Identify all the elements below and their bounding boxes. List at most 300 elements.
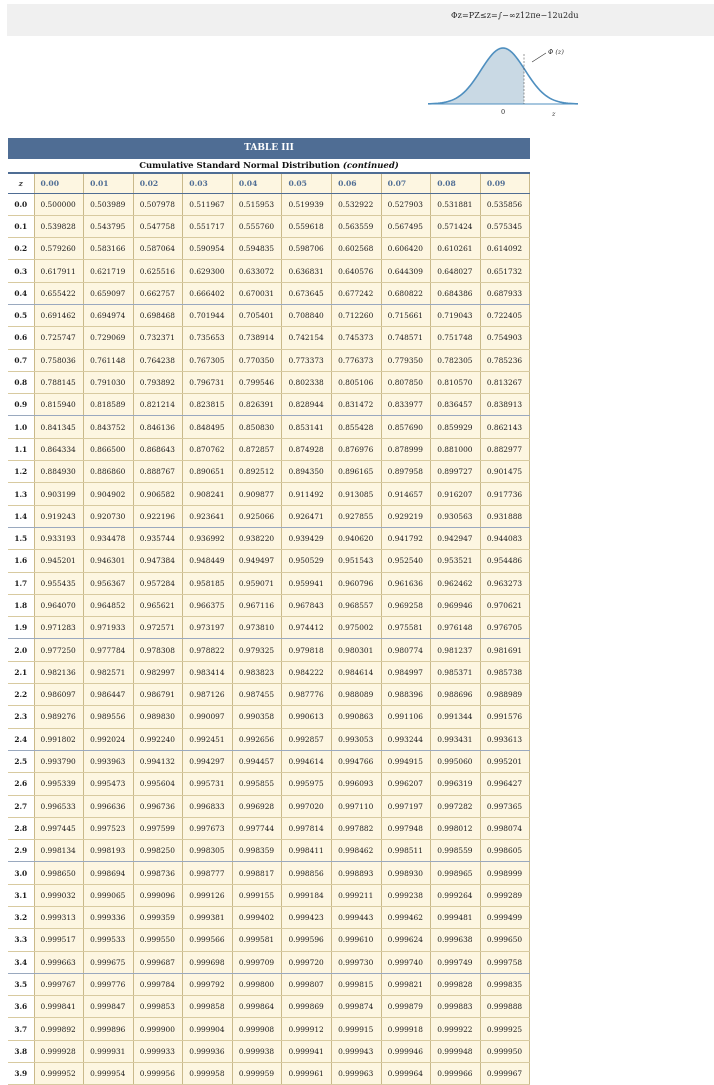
z-value-cell: 1.7 <box>8 572 34 594</box>
probability-cell: 0.967843 <box>282 594 332 616</box>
probability-cell: 0.941792 <box>381 527 431 549</box>
probability-cell: 0.938220 <box>232 527 282 549</box>
probability-cell: 0.930563 <box>431 505 481 527</box>
column-header: 0.02 <box>133 173 183 193</box>
probability-cell: 0.996319 <box>431 773 481 795</box>
probability-cell: 0.998999 <box>480 862 530 884</box>
z-value-cell: 0.9 <box>8 394 34 416</box>
probability-cell: 0.960796 <box>332 572 382 594</box>
probability-cell: 0.949497 <box>232 550 282 572</box>
probability-cell: 0.999966 <box>431 1063 481 1085</box>
probability-cell: 0.874928 <box>282 438 332 460</box>
probability-cell: 0.670031 <box>232 282 282 304</box>
probability-cell: 0.997197 <box>381 795 431 817</box>
probability-cell: 0.976148 <box>431 617 481 639</box>
probability-cell: 0.986447 <box>84 684 134 706</box>
probability-cell: 0.994132 <box>133 750 183 772</box>
subtitle-main: Cumulative Standard Normal Distribution <box>139 161 343 171</box>
probability-cell: 0.999381 <box>183 907 233 929</box>
probability-cell: 0.996833 <box>183 795 233 817</box>
probability-cell: 0.764238 <box>133 349 183 371</box>
probability-cell: 0.991576 <box>480 706 530 728</box>
table-row <box>8 416 530 438</box>
probability-cell: 0.999687 <box>133 951 183 973</box>
probability-cell: 0.998193 <box>84 840 134 862</box>
probability-cell: 0.947384 <box>133 550 183 572</box>
probability-cell: 0.972571 <box>133 617 183 639</box>
probability-cell: 0.970621 <box>480 594 530 616</box>
probability-cell: 0.934478 <box>84 527 134 549</box>
probability-cell: 0.802338 <box>282 371 332 393</box>
probability-cell: 0.796731 <box>183 371 233 393</box>
probability-cell: 0.903199 <box>34 483 84 505</box>
probability-cell: 0.999954 <box>84 1063 134 1085</box>
probability-cell: 0.594835 <box>232 238 282 260</box>
probability-cell: 0.995975 <box>282 773 332 795</box>
probability-cell: 0.997282 <box>431 795 481 817</box>
probability-cell: 0.999402 <box>232 907 282 929</box>
probability-cell: 0.999896 <box>84 1018 134 1040</box>
probability-cell: 0.991802 <box>34 728 84 750</box>
table-row <box>8 282 530 304</box>
probability-cell: 0.981237 <box>431 639 481 661</box>
probability-cell: 0.722405 <box>480 304 530 326</box>
z-value-cell: 3.5 <box>8 973 34 995</box>
probability-cell: 0.511967 <box>183 193 233 215</box>
probability-cell: 0.890651 <box>183 461 233 483</box>
probability-cell: 0.997445 <box>34 817 84 839</box>
table-row <box>8 1018 530 1040</box>
probability-cell: 0.971933 <box>84 617 134 639</box>
z-value-cell: 1.8 <box>8 594 34 616</box>
probability-cell: 0.987126 <box>183 684 233 706</box>
probability-cell: 0.992656 <box>232 728 282 750</box>
probability-cell: 0.698468 <box>133 304 183 326</box>
table-iii <box>8 138 530 1085</box>
probability-cell: 0.606420 <box>381 238 431 260</box>
probability-cell: 0.999900 <box>133 1018 183 1040</box>
z-value-cell: 1.5 <box>8 527 34 549</box>
probability-cell: 0.999767 <box>34 973 84 995</box>
probability-cell: 0.882977 <box>480 438 530 460</box>
probability-cell: 0.575345 <box>480 215 530 237</box>
probability-cell: 0.999958 <box>183 1063 233 1085</box>
probability-cell: 0.850830 <box>232 416 282 438</box>
probability-cell: 0.999948 <box>431 1040 481 1062</box>
probability-cell: 0.993244 <box>381 728 431 750</box>
z-value-cell: 0.1 <box>8 215 34 237</box>
probability-cell: 0.917736 <box>480 483 530 505</box>
probability-cell: 0.999792 <box>183 973 233 995</box>
probability-cell: 0.725747 <box>34 327 84 349</box>
probability-cell: 0.969946 <box>431 594 481 616</box>
probability-cell: 0.997744 <box>232 817 282 839</box>
probability-cell: 0.948449 <box>183 550 233 572</box>
probability-cell: 0.991106 <box>381 706 431 728</box>
probability-cell: 0.999499 <box>480 907 530 929</box>
probability-cell: 0.999610 <box>332 929 382 951</box>
probability-cell: 0.999815 <box>332 973 382 995</box>
probability-cell: 0.939429 <box>282 527 332 549</box>
subtitle-continued: (continued) <box>342 161 399 171</box>
probability-cell: 0.999698 <box>183 951 233 973</box>
column-header: 0.01 <box>84 173 134 193</box>
axis-z-label: z <box>552 110 556 118</box>
probability-cell: 0.567495 <box>381 215 431 237</box>
probability-cell: 0.788145 <box>34 371 84 393</box>
probability-cell: 0.818589 <box>84 394 134 416</box>
probability-cell: 0.833977 <box>381 394 431 416</box>
probability-cell: 0.998965 <box>431 862 481 884</box>
probability-cell: 0.998511 <box>381 840 431 862</box>
probability-cell: 0.997882 <box>332 817 382 839</box>
table-row <box>8 817 530 839</box>
table-row <box>8 193 530 215</box>
table-row <box>8 461 530 483</box>
probability-cell: 0.998559 <box>431 840 481 862</box>
probability-cell: 0.857690 <box>381 416 431 438</box>
probability-cell: 0.979325 <box>232 639 282 661</box>
column-header: 0.08 <box>431 173 481 193</box>
probability-cell: 0.999858 <box>183 996 233 1018</box>
table-row <box>8 840 530 862</box>
table-row <box>8 594 530 616</box>
column-header: 0.05 <box>282 173 332 193</box>
probability-cell: 0.881000 <box>431 438 481 460</box>
probability-cell: 0.999964 <box>381 1063 431 1085</box>
probability-cell: 0.981691 <box>480 639 530 661</box>
probability-cell: 0.999740 <box>381 951 431 973</box>
probability-cell: 0.864334 <box>34 438 84 460</box>
probability-cell: 0.719043 <box>431 304 481 326</box>
probability-cell: 0.993053 <box>332 728 382 750</box>
z-value-cell: 1.4 <box>8 505 34 527</box>
z-value-cell: 0.0 <box>8 193 34 215</box>
probability-cell: 0.888767 <box>133 461 183 483</box>
probability-cell: 0.563559 <box>332 215 382 237</box>
probability-cell: 0.979818 <box>282 639 332 661</box>
probability-cell: 0.997673 <box>183 817 233 839</box>
probability-cell: 0.999238 <box>381 884 431 906</box>
table-row <box>8 238 530 260</box>
probability-cell: 0.838913 <box>480 394 530 416</box>
probability-cell: 0.532922 <box>332 193 382 215</box>
probability-cell: 0.999959 <box>232 1063 282 1085</box>
probability-cell: 0.983823 <box>232 661 282 683</box>
probability-cell: 0.999922 <box>431 1018 481 1040</box>
probability-cell: 0.999550 <box>133 929 183 951</box>
probability-cell: 0.813267 <box>480 371 530 393</box>
probability-cell: 0.962462 <box>431 572 481 594</box>
z-value-cell: 2.6 <box>8 773 34 795</box>
probability-cell: 0.999709 <box>232 951 282 973</box>
probability-cell: 0.807850 <box>381 371 431 393</box>
probability-cell: 0.999912 <box>282 1018 332 1040</box>
probability-cell: 0.931888 <box>480 505 530 527</box>
probability-cell: 0.997523 <box>84 817 134 839</box>
z-value-cell: 1.6 <box>8 550 34 572</box>
probability-cell: 0.998777 <box>183 862 233 884</box>
probability-cell: 0.961636 <box>381 572 431 594</box>
probability-cell: 0.982571 <box>84 661 134 683</box>
table-body <box>8 193 530 1085</box>
probability-cell: 0.999928 <box>34 1040 84 1062</box>
z-value-cell: 0.5 <box>8 304 34 326</box>
probability-cell: 0.999800 <box>232 973 282 995</box>
probability-cell: 0.977784 <box>84 639 134 661</box>
z-value-cell: 0.7 <box>8 349 34 371</box>
probability-cell: 0.503989 <box>84 193 134 215</box>
probability-cell: 0.984614 <box>332 661 382 683</box>
probability-cell: 0.831472 <box>332 394 382 416</box>
z-value-cell: 3.7 <box>8 1018 34 1040</box>
probability-cell: 0.997948 <box>381 817 431 839</box>
probability-cell: 0.705401 <box>232 304 282 326</box>
probability-cell: 0.715661 <box>381 304 431 326</box>
probability-cell: 0.993963 <box>84 750 134 772</box>
probability-cell: 0.984222 <box>282 661 332 683</box>
table-row <box>8 572 530 594</box>
z-value-cell: 1.9 <box>8 617 34 639</box>
probability-cell: 0.587064 <box>133 238 183 260</box>
probability-cell: 0.896165 <box>332 461 382 483</box>
probability-cell: 0.998856 <box>282 862 332 884</box>
axis-zero-label: 0 <box>501 108 506 116</box>
probability-cell: 0.999776 <box>84 973 134 995</box>
table-subtitle <box>8 159 530 172</box>
probability-cell: 0.920730 <box>84 505 134 527</box>
probability-cell: 0.625516 <box>133 260 183 282</box>
probability-cell: 0.914657 <box>381 483 431 505</box>
probability-cell: 0.997110 <box>332 795 382 817</box>
probability-cell: 0.999869 <box>282 996 332 1018</box>
probability-cell: 0.967116 <box>232 594 282 616</box>
probability-cell: 0.666402 <box>183 282 233 304</box>
probability-cell: 0.996928 <box>232 795 282 817</box>
z-value-cell: 2.5 <box>8 750 34 772</box>
probability-cell: 0.884930 <box>34 461 84 483</box>
probability-cell: 0.963273 <box>480 572 530 594</box>
probability-cell: 0.999211 <box>332 884 382 906</box>
probability-cell: 0.929219 <box>381 505 431 527</box>
probability-cell: 0.990097 <box>183 706 233 728</box>
probability-cell: 0.990613 <box>282 706 332 728</box>
probability-cell: 0.988696 <box>431 684 481 706</box>
probability-cell: 0.799546 <box>232 371 282 393</box>
probability-cell: 0.687933 <box>480 282 530 304</box>
probability-cell: 0.999533 <box>84 929 134 951</box>
table-banner: TABLE III <box>8 138 530 159</box>
probability-cell: 0.998694 <box>84 862 134 884</box>
probability-cell: 0.911492 <box>282 483 332 505</box>
formula-strip <box>7 4 714 36</box>
probability-cell: 0.527903 <box>381 193 431 215</box>
probability-cell: 0.995060 <box>431 750 481 772</box>
probability-cell: 0.988989 <box>480 684 530 706</box>
probability-cell: 0.994457 <box>232 750 282 772</box>
probability-cell: 0.999663 <box>34 951 84 973</box>
probability-cell: 0.559618 <box>282 215 332 237</box>
probability-cell: 0.999864 <box>232 996 282 1018</box>
probability-cell: 0.999956 <box>133 1063 183 1085</box>
probability-cell: 0.986791 <box>133 684 183 706</box>
probability-cell: 0.754903 <box>480 327 530 349</box>
probability-cell: 0.901475 <box>480 461 530 483</box>
table-row <box>8 371 530 393</box>
z-value-cell: 0.8 <box>8 371 34 393</box>
z-value-cell: 1.3 <box>8 483 34 505</box>
probability-cell: 0.955435 <box>34 572 84 594</box>
probability-cell: 0.992240 <box>133 728 183 750</box>
probability-cell: 0.662757 <box>133 282 183 304</box>
probability-cell: 0.994766 <box>332 750 382 772</box>
probability-cell: 0.810570 <box>431 371 481 393</box>
table-row <box>8 327 530 349</box>
column-header: 0.04 <box>232 173 282 193</box>
probability-cell: 0.999874 <box>332 996 382 1018</box>
probability-cell: 0.926471 <box>282 505 332 527</box>
probability-cell: 0.995339 <box>34 773 84 795</box>
probability-cell: 0.843752 <box>84 416 134 438</box>
probability-cell: 0.999963 <box>332 1063 382 1085</box>
probability-cell: 0.621719 <box>84 260 134 282</box>
probability-cell: 0.919243 <box>34 505 84 527</box>
table-row <box>8 951 530 973</box>
column-header: 0.09 <box>480 173 530 193</box>
probability-cell: 0.993613 <box>480 728 530 750</box>
z-value-cell: 2.4 <box>8 728 34 750</box>
table-row <box>8 728 530 750</box>
probability-cell: 0.886860 <box>84 461 134 483</box>
probability-cell: 0.535856 <box>480 193 530 215</box>
probability-cell: 0.617911 <box>34 260 84 282</box>
probability-cell: 0.999828 <box>431 973 481 995</box>
probability-cell: 0.999821 <box>381 973 431 995</box>
probability-cell: 0.999918 <box>381 1018 431 1040</box>
probability-cell: 0.579260 <box>34 238 84 260</box>
probability-cell: 0.980774 <box>381 639 431 661</box>
normal-curve-figure <box>428 40 578 122</box>
probability-cell: 0.999462 <box>381 907 431 929</box>
probability-cell: 0.999566 <box>183 929 233 951</box>
probability-cell: 0.543795 <box>84 215 134 237</box>
probability-cell: 0.988396 <box>381 684 431 706</box>
probability-cell: 0.999853 <box>133 996 183 1018</box>
z-value-cell: 3.8 <box>8 1040 34 1062</box>
table-row <box>8 996 530 1018</box>
probability-cell: 0.729069 <box>84 327 134 349</box>
probability-cell: 0.998134 <box>34 840 84 862</box>
probability-cell: 0.966375 <box>183 594 233 616</box>
probability-cell: 0.994297 <box>183 750 233 772</box>
table-row <box>8 304 530 326</box>
probability-cell: 0.583166 <box>84 238 134 260</box>
probability-cell: 0.614092 <box>480 238 530 260</box>
probability-cell: 0.899727 <box>431 461 481 483</box>
table-row <box>8 215 530 237</box>
probability-cell: 0.745373 <box>332 327 382 349</box>
table-row <box>8 773 530 795</box>
z-value-cell: 2.1 <box>8 661 34 683</box>
probability-cell: 0.996427 <box>480 773 530 795</box>
probability-cell: 0.996207 <box>381 773 431 795</box>
probability-cell: 0.996093 <box>332 773 382 795</box>
table-row <box>8 862 530 884</box>
probability-cell: 0.770350 <box>232 349 282 371</box>
probability-cell: 0.708840 <box>282 304 332 326</box>
probability-cell: 0.968557 <box>332 594 382 616</box>
probability-cell: 0.999638 <box>431 929 481 951</box>
probability-cell: 0.531881 <box>431 193 481 215</box>
probability-cell: 0.868643 <box>133 438 183 460</box>
probability-cell: 0.980301 <box>332 639 382 661</box>
z-value-cell: 3.1 <box>8 884 34 906</box>
probability-cell: 0.959071 <box>232 572 282 594</box>
probability-cell: 0.998650 <box>34 862 84 884</box>
z-value-cell: 3.9 <box>8 1063 34 1085</box>
probability-cell: 0.988089 <box>332 684 382 706</box>
probability-cell: 0.999943 <box>332 1040 382 1062</box>
probability-cell: 0.999904 <box>183 1018 233 1040</box>
probability-cell: 0.999841 <box>34 996 84 1018</box>
probability-cell: 0.992024 <box>84 728 134 750</box>
z-value-cell: 0.3 <box>8 260 34 282</box>
probability-cell: 0.633072 <box>232 260 282 282</box>
probability-cell: 0.927855 <box>332 505 382 527</box>
probability-cell: 0.998930 <box>381 862 431 884</box>
probability-cell: 0.648027 <box>431 260 481 282</box>
probability-cell: 0.985738 <box>480 661 530 683</box>
probability-cell: 0.684386 <box>431 282 481 304</box>
probability-cell: 0.982997 <box>133 661 183 683</box>
table-row <box>8 550 530 572</box>
probability-cell: 0.999946 <box>381 1040 431 1062</box>
probability-cell: 0.995604 <box>133 773 183 795</box>
probability-cell: 0.855428 <box>332 416 382 438</box>
probability-cell: 0.870762 <box>183 438 233 460</box>
column-header: 0.03 <box>183 173 233 193</box>
probability-cell: 0.954486 <box>480 550 530 572</box>
probability-cell: 0.673645 <box>282 282 332 304</box>
probability-cell: 0.659097 <box>84 282 134 304</box>
probability-cell: 0.773373 <box>282 349 332 371</box>
probability-cell: 0.998817 <box>232 862 282 884</box>
probability-cell: 0.957284 <box>133 572 183 594</box>
probability-cell: 0.767305 <box>183 349 233 371</box>
probability-cell: 0.999675 <box>84 951 134 973</box>
z-value-cell: 0.2 <box>8 238 34 260</box>
probability-cell: 0.999720 <box>282 951 332 973</box>
cdf-formula: Φz=PZ≤z=∫−∞z12πe−12u2du <box>451 11 579 20</box>
z-value-cell: 2.9 <box>8 840 34 862</box>
probability-cell: 0.998305 <box>183 840 233 862</box>
probability-cell: 0.791030 <box>84 371 134 393</box>
probability-cell: 0.999289 <box>480 884 530 906</box>
probability-cell: 0.998359 <box>232 840 282 862</box>
probability-cell: 0.994614 <box>282 750 332 772</box>
probability-cell: 0.866500 <box>84 438 134 460</box>
curve-label: Φ (z) <box>548 48 564 56</box>
probability-cell: 0.876976 <box>332 438 382 460</box>
probability-cell: 0.940620 <box>332 527 382 549</box>
probability-cell: 0.644309 <box>381 260 431 282</box>
probability-cell: 0.992451 <box>183 728 233 750</box>
probability-cell: 0.629300 <box>183 260 233 282</box>
probability-cell: 0.999336 <box>84 907 134 929</box>
probability-cell: 0.904902 <box>84 483 134 505</box>
probability-cell: 0.999032 <box>34 884 84 906</box>
probability-cell: 0.742154 <box>282 327 332 349</box>
